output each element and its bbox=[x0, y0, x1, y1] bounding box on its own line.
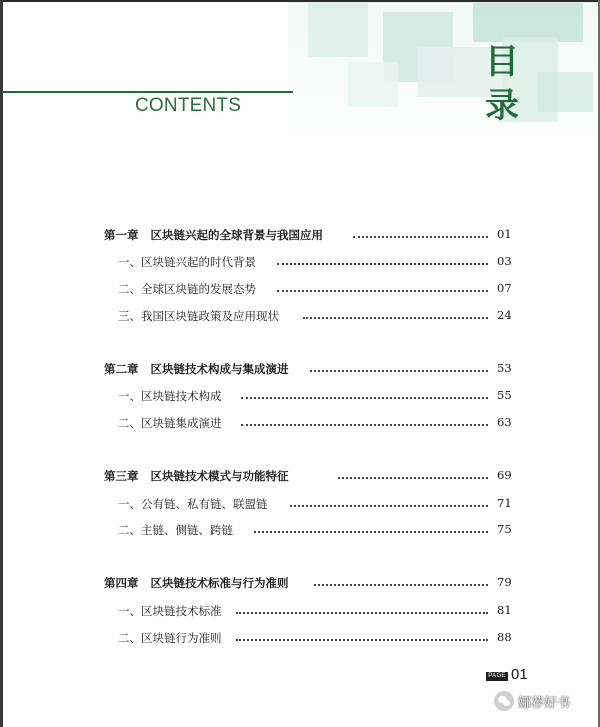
contents-label: CONTENTS bbox=[135, 95, 242, 116]
leader-dots bbox=[314, 584, 488, 586]
leader-dots bbox=[241, 397, 488, 399]
toc-section-3-2[interactable] bbox=[0, 522, 600, 542]
toc-chapter-1[interactable] bbox=[0, 227, 600, 247]
page-number: 71 bbox=[497, 496, 512, 510]
page-number: 07 bbox=[497, 281, 512, 295]
chapter-title: 区块链技术标准与行为准则 bbox=[150, 576, 289, 590]
page-number: 88 bbox=[497, 630, 512, 644]
leader-dots bbox=[290, 505, 488, 507]
page-number: 81 bbox=[497, 603, 512, 617]
section-title: 二、主链、侧链、跨链 bbox=[118, 523, 233, 537]
chapter-title: 区块链兴起的全球背景与我国应用 bbox=[150, 228, 323, 242]
page-tag: PAGE bbox=[486, 672, 508, 681]
section-title: 一、区块链技术构成 bbox=[118, 389, 222, 403]
page-number: 01 bbox=[497, 227, 512, 241]
footer-page-number: 01 bbox=[511, 666, 528, 683]
leader-dots bbox=[277, 290, 488, 292]
section-title: 二、区块链集成演进 bbox=[118, 416, 222, 430]
toc-chapter-2[interactable] bbox=[0, 361, 600, 381]
leader-dots bbox=[241, 424, 488, 426]
chapter-number: 第一章 bbox=[104, 228, 139, 242]
leader-dots bbox=[236, 639, 488, 641]
toc-section-1-3[interactable] bbox=[0, 308, 600, 328]
toc-section-4-2[interactable] bbox=[0, 630, 600, 650]
page-number: 79 bbox=[497, 575, 512, 589]
section-title: 一、区块链技术标准 bbox=[118, 604, 222, 618]
wechat-icon bbox=[494, 691, 514, 711]
page-number: 69 bbox=[497, 468, 512, 482]
toc-section-4-1[interactable] bbox=[0, 603, 600, 623]
leader-dots bbox=[338, 477, 488, 479]
leader-dots bbox=[236, 612, 488, 614]
section-title: 一、区块链兴起的时代背景 bbox=[118, 255, 256, 269]
leader-dots bbox=[277, 263, 488, 265]
page-number: 75 bbox=[497, 522, 512, 536]
toc-chapter-3[interactable] bbox=[0, 468, 600, 488]
section-title: 一、公有链、私有链、联盟链 bbox=[118, 497, 268, 511]
section-title: 二、全球区块链的发展态势 bbox=[118, 282, 256, 296]
toc-title: 目录 bbox=[485, 42, 519, 126]
section-title: 三、我国区块链政策及应用现状 bbox=[118, 309, 279, 323]
chapter-number: 第三章 bbox=[104, 469, 139, 483]
toc-section-2-2[interactable] bbox=[0, 415, 600, 435]
leader-dots bbox=[310, 370, 488, 372]
toc-chapter-4[interactable] bbox=[0, 575, 600, 595]
chapter-number: 第四章 bbox=[104, 576, 139, 590]
leader-dots bbox=[254, 531, 488, 533]
leader-dots bbox=[353, 236, 488, 238]
page-number: 24 bbox=[497, 308, 512, 322]
page-number: 63 bbox=[497, 415, 512, 429]
chapter-title: 区块链技术构成与集成演进 bbox=[150, 362, 289, 376]
chapter-title: 区块链技术模式与功能特征 bbox=[150, 469, 289, 483]
toc-section-1-1[interactable] bbox=[0, 254, 600, 274]
chapter-number: 第二章 bbox=[104, 362, 139, 376]
section-title: 二、区块链行为准则 bbox=[118, 631, 222, 645]
toc-section-2-1[interactable] bbox=[0, 388, 600, 408]
watermark-text: 娜荐好书 bbox=[518, 695, 571, 711]
watermark bbox=[494, 690, 570, 712]
leader-dots bbox=[303, 317, 488, 319]
toc-section-1-2[interactable] bbox=[0, 281, 600, 301]
page-number: 53 bbox=[497, 361, 512, 375]
toc-section-3-1[interactable] bbox=[0, 496, 600, 516]
page-number: 55 bbox=[497, 388, 512, 402]
page-number: 03 bbox=[497, 254, 512, 268]
